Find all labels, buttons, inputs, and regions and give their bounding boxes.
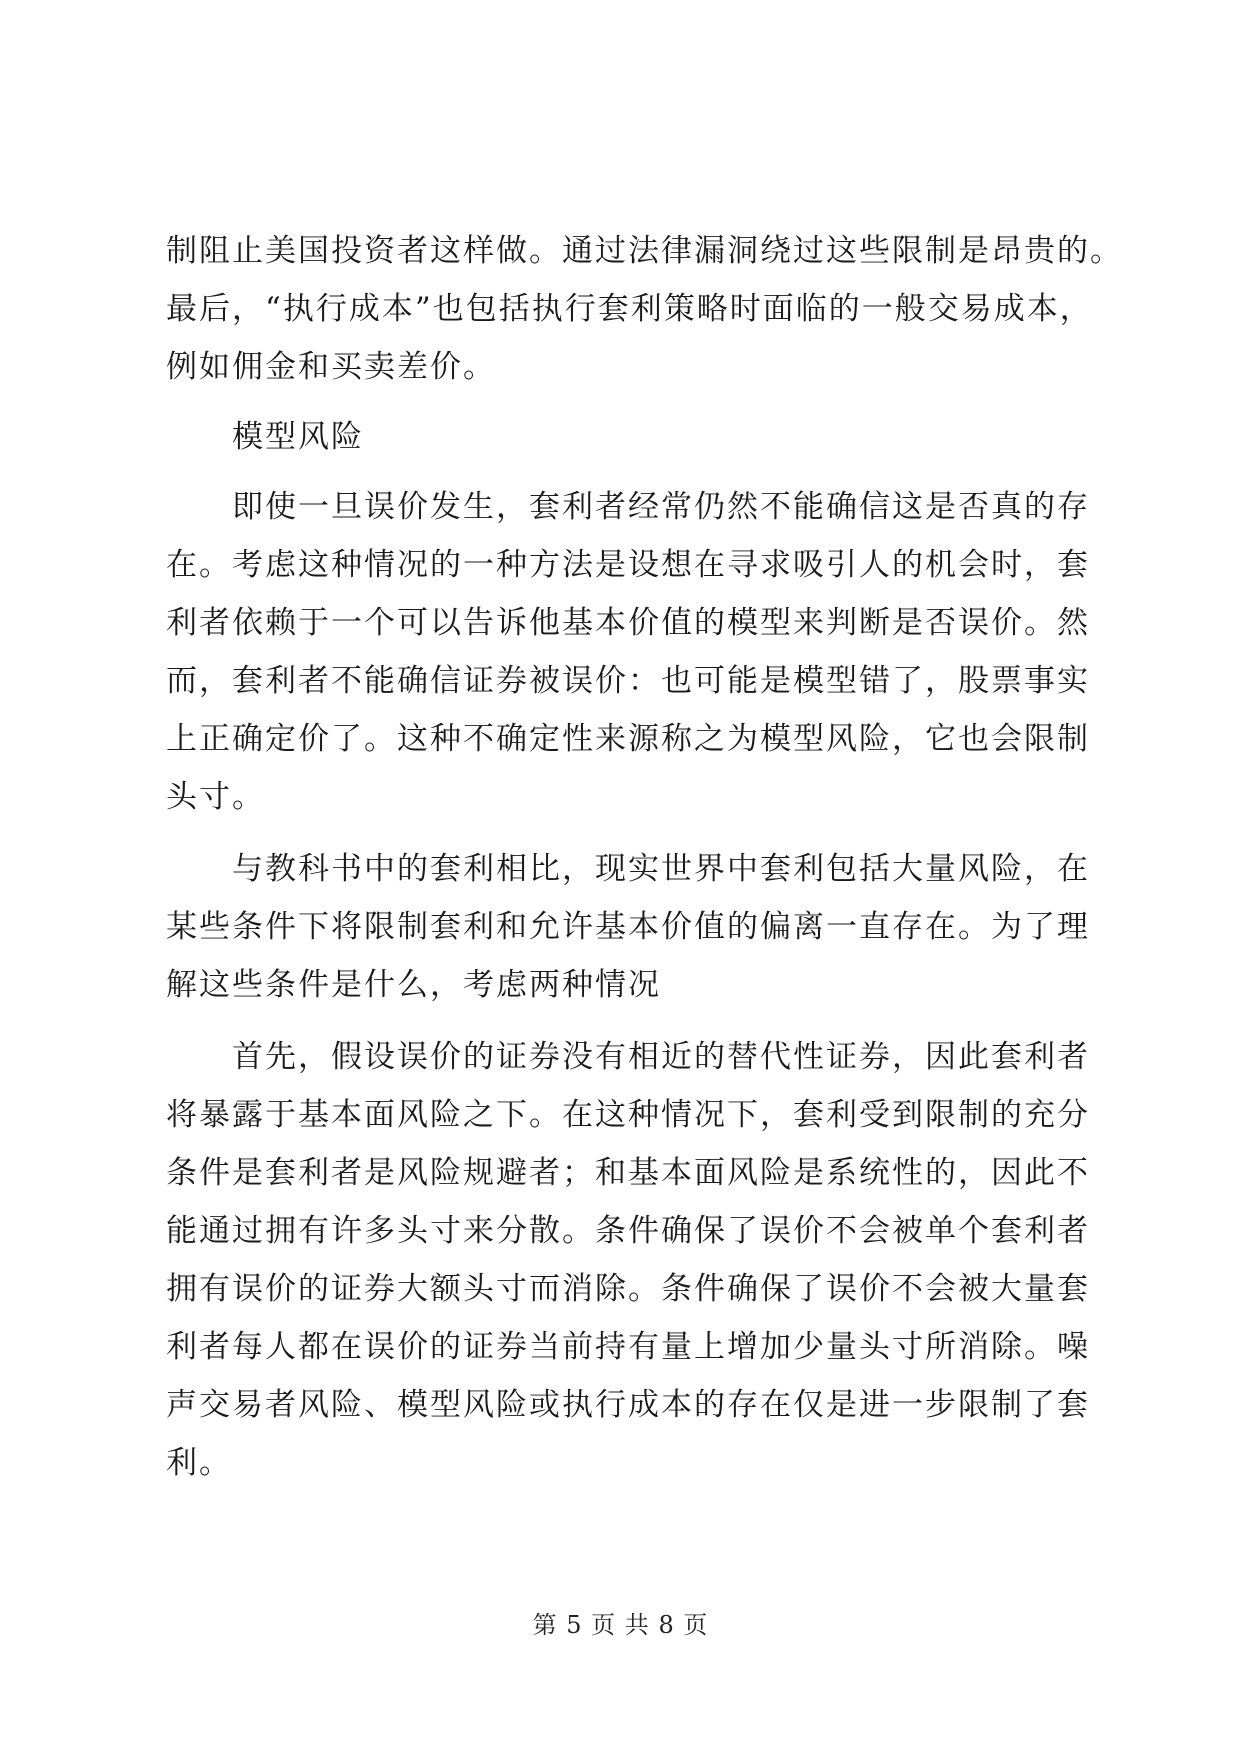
text-line: 与教科书中的套利相比，现实世界中套利包括大量风险，在 [232,851,1090,887]
text-line: 某些条件下将限制套利和允许基本价值的偏离一直存在。为了理 [166,909,1090,945]
text-line: 即使一旦误价发生，套利者经常仍然不能确信这是否真的存 [232,489,1090,525]
text-line: 上正确定价了。这种不确定性来源称之为模型风险，它也会限制 [166,721,1090,757]
text-line: 最后，“执行成本”也包括执行套利策略时面临的一般交易成本， [166,291,1093,327]
text-line: 拥有误价的证券大额头寸而消除。条件确保了误价不会被大量套 [166,1271,1090,1307]
paragraph-continuation [166,222,1123,396]
section-heading [166,408,1106,466]
text-line: 例如佣金和买卖差价。 [166,349,496,385]
body-text [166,222,1123,1492]
paragraph [166,478,1106,826]
text-line: 能通过拥有许多头寸来分散。条件确保了误价不会被单个套利者 [166,1213,1090,1249]
text-line: 将暴露于基本面风险之下。在这种情况下，套利受到限制的充分 [166,1097,1090,1133]
section-heading-text: 模型风险 [232,419,364,455]
paragraph [166,840,1106,1014]
text-line: 制阻止美国投资者这样做。通过法律漏洞绕过这些限制是昂贵的。 [166,233,1123,269]
text-line: 利者依赖于一个可以告诉他基本价值的模型来判断是否误价。然 [166,605,1090,641]
page-number-footer: 第 5 页 共 8 页 [532,1611,709,1639]
text-line: 而，套利者不能确信证券被误价：也可能是模型错了，股票事实 [166,663,1090,699]
text-line: 在。考虑这种情况的一种方法是设想在寻求吸引人的机会时，套 [166,547,1090,583]
text-line: 解这些条件是什么，考虑两种情况 [166,967,661,1003]
text-line: 头寸。 [166,779,265,815]
paragraph [166,1028,1106,1492]
text-line: 条件是套利者是风险规避者；和基本面风险是系统性的，因此不 [166,1155,1090,1191]
text-line: 声交易者风险、模型风险或执行成本的存在仅是进一步限制了套 [166,1387,1090,1423]
text-line: 利者每人都在误价的证券当前持有量上增加少量头寸所消除。噪 [166,1329,1090,1365]
text-line: 首先，假设误价的证券没有相近的替代性证券，因此套利者 [232,1039,1090,1075]
text-line: 利。 [166,1445,232,1481]
